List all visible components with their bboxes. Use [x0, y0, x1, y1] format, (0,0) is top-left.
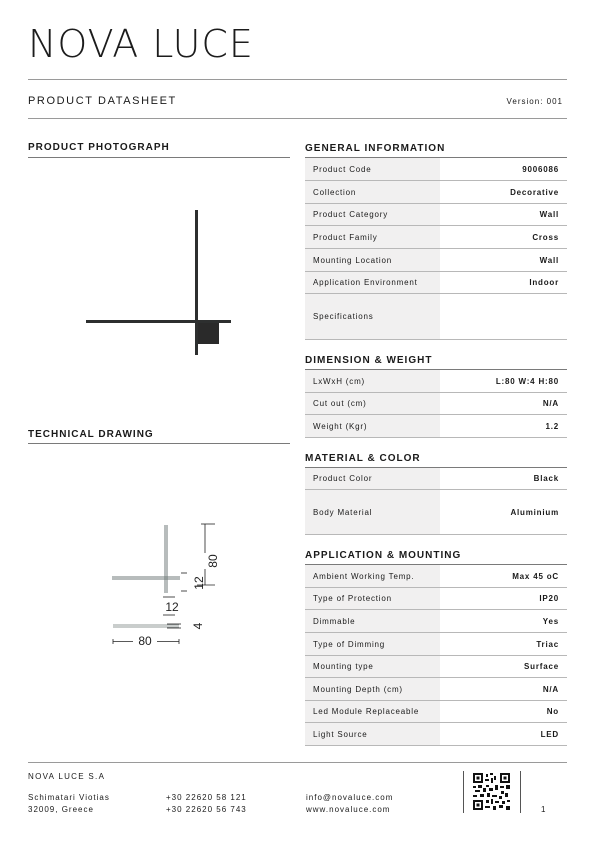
product-photo	[80, 205, 240, 360]
material-color-title: MATERIAL & COLOR	[305, 453, 421, 464]
footer-divider	[28, 762, 567, 763]
row-key: Mounting Location	[305, 249, 440, 271]
row-key: Dimmable	[305, 610, 440, 632]
row-key: LxWxH (cm)	[305, 370, 440, 392]
row-value: Cross	[532, 232, 559, 242]
application-mounting-title: APPLICATION & MOUNTING	[305, 550, 462, 561]
row-key: Cut out (cm)	[305, 393, 440, 414]
table-row	[305, 633, 567, 656]
row-value: Aluminium	[510, 507, 559, 517]
table-row	[305, 678, 567, 701]
row-key: Specifications	[305, 294, 440, 339]
drawing-title-underline	[28, 443, 290, 444]
general-information-title: GENERAL INFORMATION	[305, 143, 446, 154]
row-value: Max 45 oC	[512, 571, 559, 581]
row-value: Wall	[539, 255, 559, 265]
footer-phones	[166, 792, 247, 816]
row-value: 1.2	[545, 421, 559, 431]
dim-label-height: 80	[206, 554, 220, 568]
row-value: L:80 W:4 H:80	[495, 376, 559, 386]
footer-phone-2: +30 22620 56 743	[166, 805, 247, 814]
footer-email-link[interactable]: info@novaluce.com	[306, 793, 394, 802]
row-value: Black	[533, 474, 559, 483]
footer-separator-left	[463, 771, 464, 813]
table-row	[305, 393, 567, 415]
table-row	[305, 588, 567, 610]
table-row	[305, 370, 567, 393]
photo-led-box	[198, 323, 219, 344]
row-key: Ambient Working Temp.	[305, 565, 440, 587]
table-row	[305, 181, 567, 204]
row-value: Decorative	[510, 187, 559, 197]
brand-logo: NOVA LUCE	[28, 22, 254, 66]
row-key: Light Source	[305, 723, 440, 745]
row-value: Wall	[539, 210, 559, 219]
footer-separator-right	[520, 771, 521, 813]
row-key: Type of Protection	[305, 588, 440, 609]
row-value: N/A	[542, 684, 559, 694]
row-value: 9006086	[522, 164, 559, 174]
table-row	[305, 490, 567, 535]
row-key: Mounting type	[305, 656, 440, 677]
table-row	[305, 565, 567, 588]
footer-address	[28, 792, 110, 816]
application-mounting-table	[305, 565, 567, 746]
table-row	[305, 249, 567, 272]
footer-web-link[interactable]: www.novaluce.com	[306, 805, 391, 814]
row-value: LED	[540, 729, 559, 739]
material-color-table	[305, 468, 567, 535]
dim-label-side-depth: 12	[192, 576, 206, 590]
table-row	[305, 610, 567, 633]
table-row	[305, 468, 567, 490]
table-row	[305, 656, 567, 678]
row-key: Application Environment	[305, 272, 440, 293]
technical-drawing-title: TECHNICAL DRAWING	[28, 429, 154, 440]
general-information-table	[305, 158, 567, 340]
footer-address-line-2: 32009, Greece	[28, 805, 94, 814]
technical-drawing	[105, 515, 235, 655]
table-row	[305, 226, 567, 249]
row-value: N/A	[542, 399, 559, 408]
header-divider-bottom	[28, 118, 567, 119]
row-key: Type of Dimming	[305, 633, 440, 655]
row-value	[440, 294, 567, 339]
table-row	[305, 204, 567, 226]
dim-label-front-12: 12	[165, 600, 179, 614]
row-key: Product Code	[305, 158, 440, 180]
page-number: 1	[541, 805, 546, 814]
header-divider-top	[28, 79, 567, 80]
row-key: Product Category	[305, 204, 440, 225]
row-value: Triac	[536, 639, 559, 649]
footer-address-line-1: Schimatari Viotias	[28, 793, 110, 802]
row-value: No	[546, 707, 559, 716]
row-key: Mounting Depth (cm)	[305, 678, 440, 700]
row-value: Surface	[524, 662, 559, 671]
footer-phone-1: +30 22620 58 121	[166, 793, 247, 802]
photo-title-underline	[28, 157, 290, 158]
qr-code-icon[interactable]	[473, 773, 510, 810]
row-value: Yes	[542, 616, 559, 626]
footer-company: NOVA LUCE S.A	[28, 772, 106, 781]
table-row	[305, 701, 567, 723]
photo-horizontal-bar	[86, 320, 231, 323]
dim-label-thickness: 4	[191, 622, 205, 630]
row-key: Body Material	[305, 490, 440, 534]
row-value: Indoor	[529, 278, 559, 287]
dimension-weight-title: DIMENSION & WEIGHT	[305, 355, 433, 366]
photo-vertical-bar	[195, 210, 198, 355]
row-key: Collection	[305, 181, 440, 203]
row-value: IP20	[539, 594, 559, 603]
row-key: Led Module Replaceable	[305, 701, 440, 722]
version-label: Version: 001	[506, 97, 563, 106]
dimension-weight-table	[305, 370, 567, 438]
product-photograph-title: PRODUCT PHOTOGRAPH	[28, 142, 170, 153]
row-key: Product Color	[305, 468, 440, 489]
table-row	[305, 415, 567, 438]
table-row	[305, 158, 567, 181]
footer-contacts	[306, 792, 393, 816]
table-row	[305, 294, 567, 340]
table-row	[305, 272, 567, 294]
dim-label-length: 80	[138, 634, 152, 648]
document-title: PRODUCT DATASHEET	[28, 95, 177, 107]
row-key: Product Family	[305, 226, 440, 248]
table-row	[305, 723, 567, 746]
row-key: Weight (Kgr)	[305, 415, 440, 437]
